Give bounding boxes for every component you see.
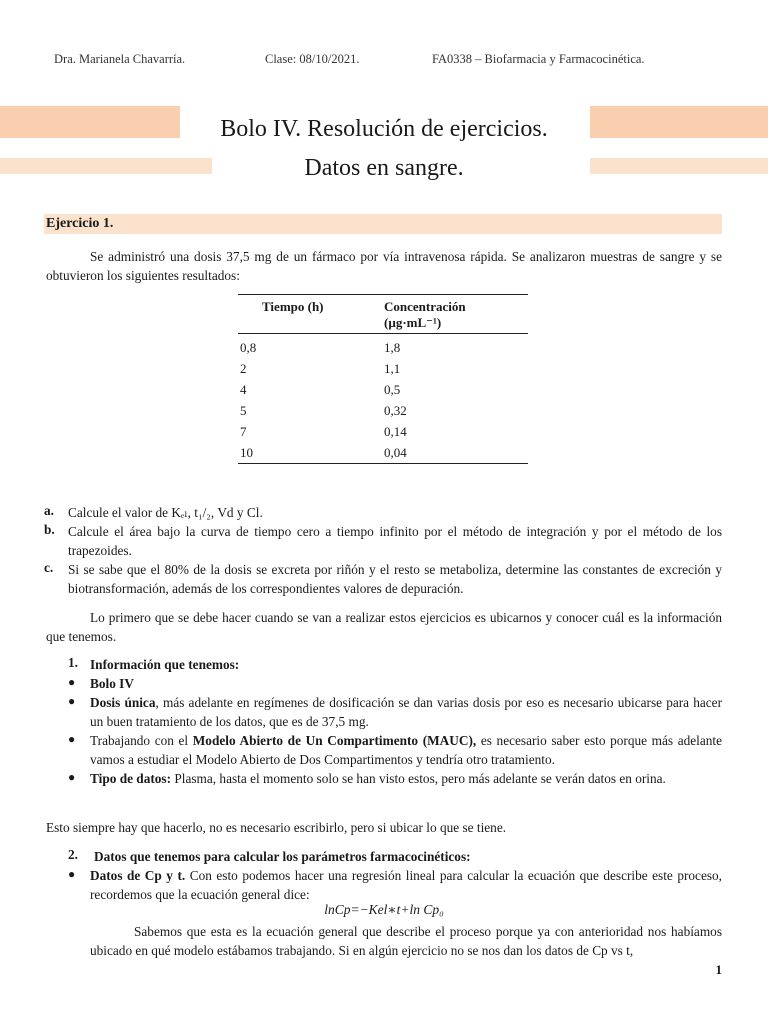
paragraph-intro: Lo primero que se debe hacer cuando se van a realizar estos ejercicios es ubicarnos y conocer cuál es la información que tenemos. xyxy=(46,610,722,644)
bullet-icon: ● xyxy=(68,867,76,881)
bullet-modelo: Trabajando con el Modelo Abierto de Un Compartimento (MAUC), es necesario saber esto porque más adelante vamos a estudiar el Modelo Abierto de Dos Compartimentos y tendría otro tratamiento. xyxy=(90,733,722,767)
header-author: Dra. Marianela Chavarría. xyxy=(54,52,186,66)
table-row: 2 1,1 xyxy=(240,360,401,376)
header-course: FA0338 – Biofarmacia y Farmacocinética. xyxy=(432,52,645,66)
section-bar xyxy=(44,214,722,234)
bullet-icon: ● xyxy=(68,675,76,689)
paragraph-note: Esto siempre hay que hacerlo, no es necesario escribirlo, pero si ubicar lo que se tiene. xyxy=(46,820,507,835)
section-2-heading: Datos que tenemos para calcular los parámetros farmacocinéticos: xyxy=(94,849,471,864)
bullet-icon: ● xyxy=(68,732,76,746)
table-row: 7 0,14 xyxy=(240,423,407,439)
table-row: 10 0,04 xyxy=(238,442,528,464)
exercise-intro: Se administró una dosis 37,5 mg de un fármaco por vía intravenosa rápida. Se analizaron muestras de sangre y se obtuvieron los siguientes resultados: xyxy=(46,249,722,283)
bullet-dosis: Dosis única, más adelante en regímenes de dosificación se dan varias dosis por eso es necesario ubicarse para hacer un buen tratamiento de los datos, que es de 37,5 mg. xyxy=(90,695,723,729)
header-clase: Clase: 08/10/2021. xyxy=(265,52,360,66)
table-row: 0,8 1,8 xyxy=(240,339,401,355)
question-c: Si se sabe que el 80% de la dosis se excreta por riñón y el resto se metaboliza, determine las constantes de excreción y biotransformación, además de los correspondientes valores de depuración. xyxy=(68,562,722,596)
section-1-mark: 1. xyxy=(68,655,78,670)
question-a: Calcule el valor de Kₑₗ, t₁/₂, Vd y Cl. xyxy=(68,505,263,520)
bullet-datos: Datos de Cp y t. Con esto podemos hacer una regresión lineal para calcular la ecuación que describe este proceso, recordemos que la ecuación general dice: xyxy=(90,868,722,902)
section-1-heading: Información que tenemos: xyxy=(90,657,240,672)
bullet-tipo: Tipo de datos: Plasma, hasta el momento solo se han visto estos, pero más adelante se verán datos en orina. xyxy=(90,771,666,786)
section-2-mark: 2. xyxy=(68,847,78,862)
page-number: 1 xyxy=(715,962,722,977)
table-row: 5 0,32 xyxy=(240,402,407,418)
question-b-mark: b. xyxy=(44,522,55,537)
col-header-time: Tiempo (h) xyxy=(238,295,382,334)
table-row: 4 0,5 xyxy=(240,381,401,397)
exercise-heading: Ejercicio 1. xyxy=(46,216,114,231)
col-header-conc: Concentración (µg·mL⁻¹) xyxy=(382,295,528,334)
question-a-mark: a. xyxy=(44,503,54,518)
page-title: Bolo IV. Resolución de ejercicios. xyxy=(220,116,548,142)
equation: lnCp=−Kel∗t+ln Cp₀ xyxy=(324,902,444,917)
question-b: Calcule el área bajo la curva de tiempo cero a tiempo infinito por el método de integración y por el método de los trapezoides. xyxy=(68,524,722,558)
paragraph-explanation: Sabemos que esta es la ecuación general que describe el proceso porque ya con anterioridad nos habíamos ubicado en qué modelo estábamos trabajando. Si en algún ejercicio no se nos dan los datos de Cp vs t, xyxy=(90,924,722,958)
page-subtitle: Datos en sangre. xyxy=(304,155,464,181)
bullet-icon: ● xyxy=(68,694,76,708)
data-table xyxy=(238,294,528,464)
question-c-mark: c. xyxy=(44,560,54,575)
bullet-icon: ● xyxy=(68,770,76,784)
bullet-bolo: Bolo IV xyxy=(90,676,134,691)
